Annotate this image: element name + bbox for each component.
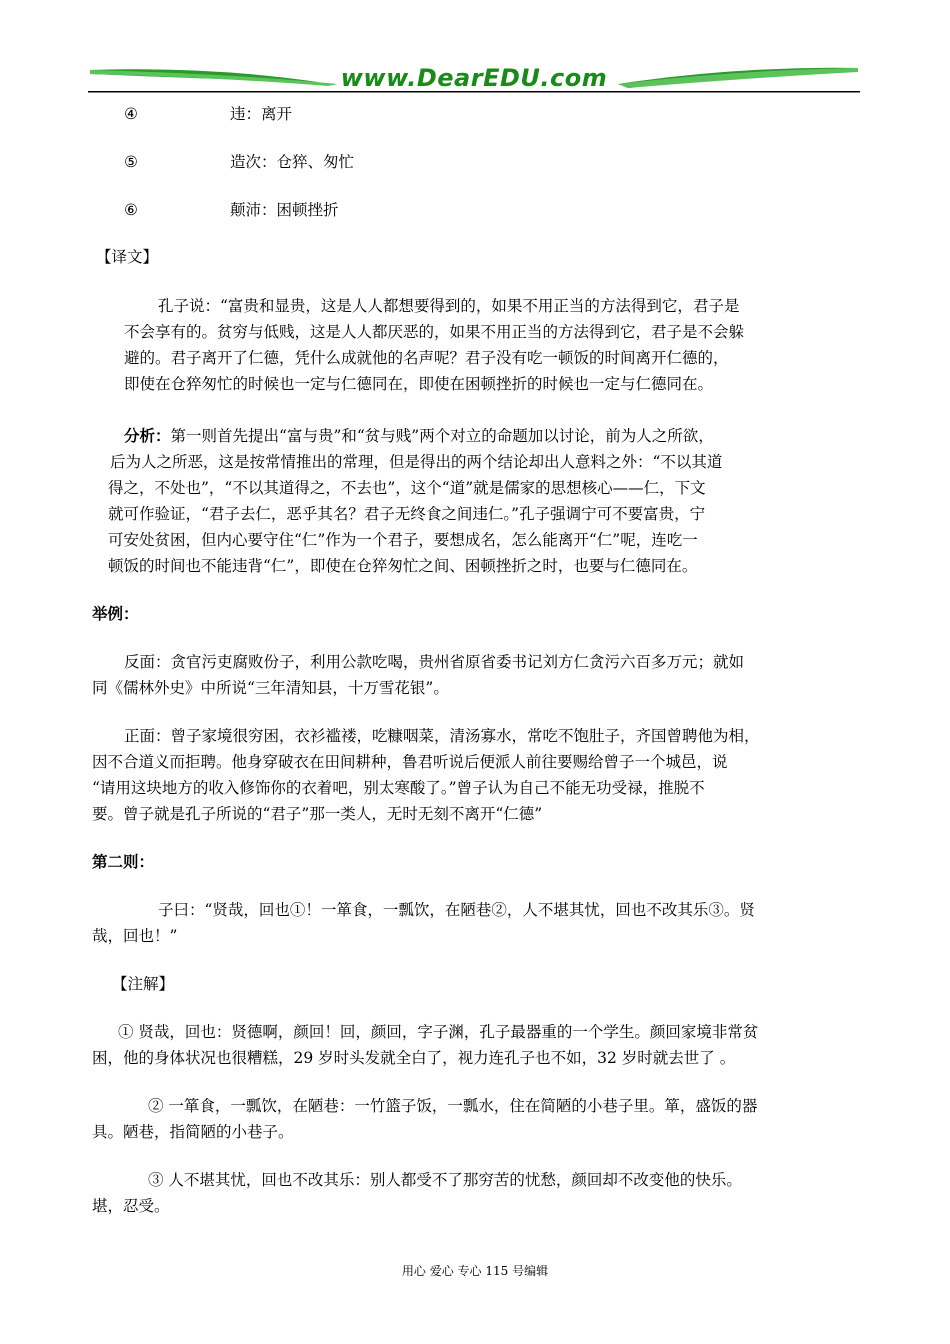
analysis-line: 得之，不处也”，“不以其道得之，不去也”，这个“道”就是儒家的思想核心——仁，下文 xyxy=(108,479,706,497)
example-positive-line: 要。曾子就是孔子所说的“君子”那一类人，无时无刻不离开“仁德” xyxy=(92,805,543,823)
example-positive-line: 正面：曾子家境很穷困，衣衫褴褛，吃糠咽菜，清汤寡水，常吃不饱肚子，齐国曾聘他为相， xyxy=(124,727,760,745)
note-text: 颠沛：困顿挫折 xyxy=(230,201,339,219)
note-number: ④ xyxy=(124,105,138,123)
section2-quote-line: 哉，回也！” xyxy=(92,927,178,945)
analysis-label: 分析： xyxy=(124,426,171,445)
site-logo-text: www.DearEDU.com xyxy=(340,64,608,92)
section2-quote-line: 子曰：“贤哉，回也①！一箪食，一瓢饮，在陋巷②，人不堪其忧，回也不改其乐③。贤 xyxy=(158,901,755,919)
note3-line: ③ 人不堪其忧，回也不改其乐：别人都受不了那穷苦的忧愁，颜回却不改变他的快乐。 xyxy=(148,1171,742,1189)
analysis-line: 顿饭的时间也不能违背“仁”，即使在仓猝匆忙之间、困顿挫折之时，也要与仁德同在。 xyxy=(108,557,698,575)
note1-line: ① 贤哉，回也：贤德啊，颜回！回，颜回，字子渊，孔子最器重的一个学生。颜回家境非常贫 xyxy=(118,1023,759,1041)
note2-line: ② 一箪食，一瓢饮，在陋巷：一竹篮子饭，一瓢水，住在简陋的小巷子里。箪，盛饭的器 xyxy=(148,1097,758,1115)
analysis-first-text: 第一则首先提出“富与贵”和“贫与贱”两个对立的命题加以讨论，前为人之所欲， xyxy=(170,427,714,445)
section2-heading: 第二则： xyxy=(92,852,155,871)
note3-line: 堪，忍受。 xyxy=(92,1197,170,1215)
note-number: ⑥ xyxy=(124,201,138,219)
notes-heading: 【注解】 xyxy=(112,975,175,993)
note-text: 违：离开 xyxy=(230,105,293,123)
translation-line: 孔子说：“富贵和显贵，这是人人都想要得到的，如果不用正当的方法得到它，君子是 xyxy=(158,297,740,315)
translation-line: 即使在仓猝匆忙的时候也一定与仁德同在，即使在困顿挫折的时候也一定与仁德同在。 xyxy=(124,375,714,393)
page-footer: 用心 爱心 专心 115 号编辑 xyxy=(401,1264,549,1278)
note2-line: 具。陋巷，指简陋的小巷子。 xyxy=(92,1123,294,1141)
note-text: 造次：仓猝、匆忙 xyxy=(230,153,355,171)
analysis-first-line xyxy=(124,424,714,448)
translation-heading: 【译文】 xyxy=(96,248,159,266)
analysis-line: 后为人之所恶，这是按常情推出的常理，但是得出的两个结论却出人意料之外：“不以其道 xyxy=(110,453,723,471)
examples-heading: 举例： xyxy=(92,604,139,623)
translation-line: 不会享有的。贫穷与低贱，这是人人都厌恶的，如果不用正当的方法得到它，君子是不会躲 xyxy=(124,323,745,341)
site-header-banner xyxy=(88,60,860,96)
example-negative-line: 同《儒林外史》中所说“三年清知县，十万雪花银”。 xyxy=(92,679,449,697)
translation-line: 避的。君子离开了仁德，凭什么成就他的名声呢？君子没有吃一顿饭的时间离开仁德的， xyxy=(124,349,729,367)
note1-line: 困，他的身体状况也很糟糕，29 岁时头发就全白了，视力连孔子也不如，32 岁时就去世了 。 xyxy=(92,1049,736,1067)
example-positive-line: “请用这块地方的收入修饰你的衣着吧，别太寒酸了。”曾子认为自己不能无功受禄，推脱不 xyxy=(92,779,705,797)
analysis-line: 可安处贫困，但内心要守住“仁”作为一个君子，要想成名，怎么能离开“仁”呢，连吃一 xyxy=(108,531,698,549)
analysis-line: 就可作验证，“君子去仁，恶乎其名？君子无终食之间违仁。”孔子强调宁可不要富贵，宁 xyxy=(108,505,706,523)
example-negative-line: 反面：贪官污吏腐败份子，利用公款吃喝，贵州省原省委书记刘方仁贪污六百多万元；就如 xyxy=(124,653,745,671)
note-number: ⑤ xyxy=(124,153,138,171)
example-positive-line: 因不合道义而拒聘。他身穿破衣在田间耕种，鲁君听说后便派人前往要赐给曾子一个城邑，说 xyxy=(92,753,728,771)
